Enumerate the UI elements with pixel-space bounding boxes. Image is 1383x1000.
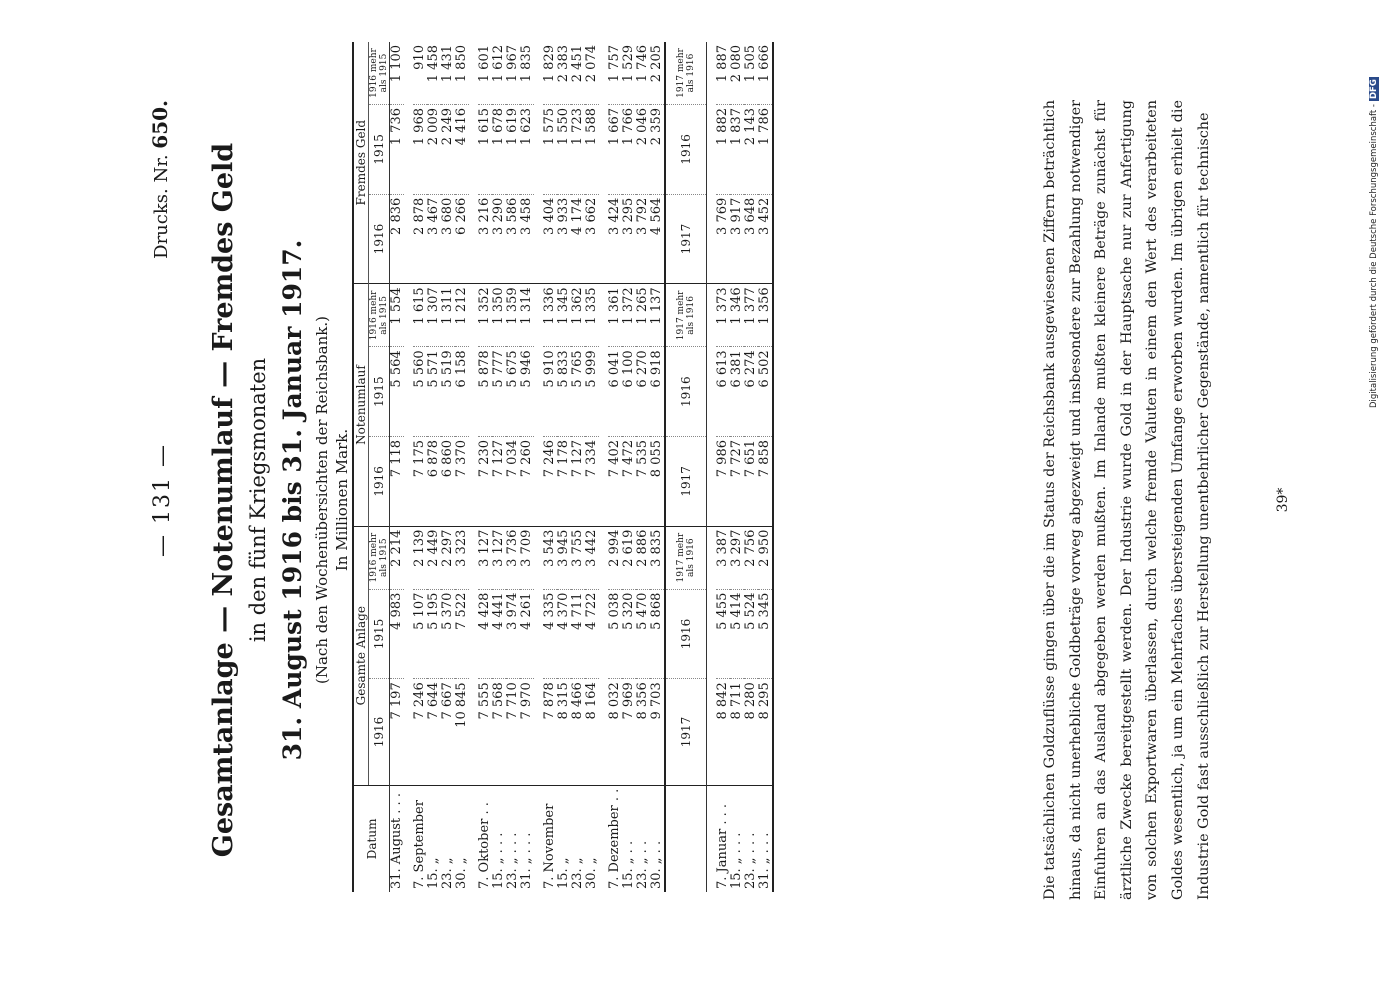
table-row <box>413 42 427 892</box>
value-cell: 3 586 <box>506 194 520 284</box>
value-cell: 2 359 <box>650 105 665 195</box>
table-row <box>557 42 571 892</box>
value-cell: 8 055 <box>650 437 665 527</box>
value-cell: 4 335 <box>543 589 557 679</box>
table-row <box>441 42 455 892</box>
value-cell: 7 710 <box>506 679 520 785</box>
value-cell: 2 950 <box>758 526 773 589</box>
col-header: 1916 <box>369 679 390 785</box>
col-header: 1915 <box>369 589 390 679</box>
col-header: 1917 mehr als 1916 <box>665 42 707 105</box>
table-row <box>650 42 665 892</box>
value-cell: 1 588 <box>585 105 599 195</box>
value-cell: 2 449 <box>427 526 441 589</box>
value-cell: 3 933 <box>557 194 571 284</box>
datum-cell: 15. „ . . . <box>492 785 506 892</box>
datum-cell: 30. „ <box>455 785 469 892</box>
value-cell: 1 458 <box>426 45 441 83</box>
col-header: 1917 <box>665 194 707 284</box>
col-header: 1917 <box>665 437 707 527</box>
col-header: 1917 mehr als 1916 <box>665 284 707 347</box>
value-cell: 2 383 <box>556 45 571 83</box>
value-cell: 5 564 <box>390 347 405 437</box>
value-cell: 4 370 <box>557 589 571 679</box>
value-cell: 3 945 <box>557 526 571 589</box>
value-cell: 1 619 <box>506 105 520 195</box>
datum-cell: 30. „ . . <box>650 785 665 892</box>
group-header-fremdes-geld: Fremdes Geld <box>353 42 369 284</box>
value-cell: 5 524 <box>744 589 758 679</box>
table-row <box>492 42 506 892</box>
table-row <box>744 42 758 892</box>
value-cell: 3 442 <box>585 526 599 589</box>
value-cell: 8 315 <box>557 679 571 785</box>
value-cell: 3 709 <box>520 526 534 589</box>
value-cell: 3 662 <box>585 194 599 284</box>
group-header-notenumlauf: Notenumlauf <box>353 284 369 526</box>
datum-cell: 7. Dezember . . <box>608 785 622 892</box>
col-header: 1916 mehr als 1915 <box>369 526 390 589</box>
value-cell: 1 882 <box>716 105 730 195</box>
value-cell: 1 757 <box>607 45 622 83</box>
value-cell: 7 472 <box>622 437 636 527</box>
value-cell: 1 786 <box>758 105 773 195</box>
datum-cell: 31. August . . . <box>390 785 405 892</box>
datum-cell: 31. „ . . . <box>520 785 534 892</box>
value-cell: 5 675 <box>506 347 520 437</box>
value-cell: 8 356 <box>636 679 650 785</box>
datum-cell: 23. „ . . . <box>506 785 520 892</box>
value-cell: 7 986 <box>716 437 730 527</box>
value-cell: 1 307 <box>427 284 441 347</box>
col-header: 1916 <box>665 589 707 679</box>
value-cell: 1 766 <box>622 105 636 195</box>
value-cell: 7 246 <box>413 679 427 785</box>
value-cell: 3 127 <box>478 526 492 589</box>
col-header: 1916 <box>369 437 390 527</box>
value-cell: 2 139 <box>413 526 427 589</box>
value-cell: 1 837 <box>730 105 744 195</box>
value-cell: 2 886 <box>636 526 650 589</box>
value-cell: 1 361 <box>608 284 622 347</box>
value-cell: 1 345 <box>557 284 571 347</box>
value-cell: 3 127 <box>492 526 506 589</box>
value-cell: 5 455 <box>716 589 730 679</box>
value-cell: 6 918 <box>650 347 665 437</box>
table-row <box>585 42 599 892</box>
value-cell: 6 613 <box>716 347 730 437</box>
page-number: — 131 — <box>150 443 175 557</box>
value-cell: 3 835 <box>650 526 665 589</box>
value-cell: 2 009 <box>427 105 441 195</box>
value-cell: 1 554 <box>390 284 405 347</box>
value-cell: 2 249 <box>441 105 455 195</box>
value-cell: 4 983 <box>390 589 405 679</box>
signature-mark: 39* <box>1275 487 1291 513</box>
value-cell: 1 967 <box>505 45 520 83</box>
table-row <box>543 42 557 892</box>
value-cell: 1 678 <box>492 105 506 195</box>
value-cell: 6 100 <box>622 347 636 437</box>
value-cell: 1 529 <box>621 45 636 83</box>
value-cell: 6 041 <box>608 347 622 437</box>
value-cell: 1 601 <box>477 45 492 83</box>
value-cell: 9 703 <box>650 679 665 785</box>
table-row <box>478 42 492 892</box>
value-cell: 7 230 <box>478 437 492 527</box>
value-cell: 5 868 <box>650 589 665 679</box>
table-row <box>730 42 744 892</box>
value-cell: 2 994 <box>608 526 622 589</box>
value-cell: 4 711 <box>571 589 585 679</box>
datum-cell: 23. „ <box>441 785 455 892</box>
value-cell: 5 765 <box>571 347 585 437</box>
value-cell: 7 127 <box>492 437 506 527</box>
document-period: 31. August 1916 bis 31. Januar 1917. <box>278 239 307 761</box>
document-source-note: (Nach den Wochenübersichten der Reichsbank.) <box>313 316 331 684</box>
value-cell: 1 100 <box>389 45 404 83</box>
datum-cell: 7. Januar . . . <box>716 785 730 892</box>
value-cell: 7 568 <box>492 679 506 785</box>
datum-spacer <box>665 785 707 892</box>
value-cell: 3 424 <box>608 194 622 284</box>
document-title: Gesamtanlage — Notenumlauf — Fremdes Geld <box>208 142 239 858</box>
value-cell: 7 334 <box>585 437 599 527</box>
value-cell: 3 290 <box>492 194 506 284</box>
datum-cell: 15. „ . . <box>622 785 636 892</box>
value-cell: 1 575 <box>543 105 557 195</box>
col-header: 1915 <box>369 347 390 437</box>
value-cell: 7 118 <box>390 437 405 527</box>
value-cell: 3 387 <box>716 526 730 589</box>
value-cell: 1 335 <box>585 284 599 347</box>
value-cell: 2 214 <box>390 526 405 589</box>
value-cell: 1 346 <box>730 284 744 347</box>
value-cell: 5 038 <box>608 589 622 679</box>
value-cell: 8 164 <box>585 679 599 785</box>
value-cell: 2 074 <box>584 45 599 83</box>
funding-note <box>1369 8 1383 408</box>
datum-cell: 23. „ <box>571 785 585 892</box>
value-cell: 2 205 <box>649 45 664 83</box>
value-cell: 7 727 <box>730 437 744 527</box>
value-cell: 1 667 <box>608 105 622 195</box>
datum-cell: 15. „ <box>427 785 441 892</box>
value-cell: 5 414 <box>730 589 744 679</box>
table-row <box>455 42 469 892</box>
col-header: 1915 <box>369 105 390 195</box>
value-cell: 3 736 <box>506 526 520 589</box>
value-cell: 5 370 <box>441 589 455 679</box>
value-cell: 2 619 <box>622 526 636 589</box>
document-unit-note: In Millionen Mark. <box>333 428 351 572</box>
value-cell: 6 266 <box>455 194 469 284</box>
table-row <box>758 42 773 892</box>
table-row <box>571 42 585 892</box>
value-cell: 4 174 <box>571 194 585 284</box>
value-cell: 8 466 <box>571 679 585 785</box>
datum-cell: 23. „ . . <box>636 785 650 892</box>
value-cell: 1 350 <box>492 284 506 347</box>
datum-cell: 7. Oktober . . <box>478 785 492 892</box>
col-header: 1916 <box>665 105 707 195</box>
value-cell: 1 550 <box>557 105 571 195</box>
value-cell: 3 404 <box>543 194 557 284</box>
value-cell: 7 651 <box>744 437 758 527</box>
table-row <box>390 42 405 892</box>
value-cell: 3 543 <box>543 526 557 589</box>
value-cell: 1 615 <box>478 105 492 195</box>
value-cell: 1 829 <box>542 45 557 83</box>
value-cell: 3 648 <box>744 194 758 284</box>
value-cell: 1 615 <box>413 284 427 347</box>
value-cell: 7 175 <box>413 437 427 527</box>
col-header: 1916 <box>665 347 707 437</box>
value-cell: 6 878 <box>427 437 441 527</box>
value-cell: 3 467 <box>427 194 441 284</box>
value-cell: 5 320 <box>622 589 636 679</box>
value-cell: 1 212 <box>455 284 469 347</box>
value-cell: 6 381 <box>730 347 744 437</box>
value-cell: 7 260 <box>520 437 534 527</box>
value-cell: 1 377 <box>744 284 758 347</box>
value-cell: 4 722 <box>585 589 599 679</box>
col-header: 1917 <box>665 679 707 785</box>
value-cell: 7 402 <box>608 437 622 527</box>
value-cell: 1 968 <box>413 105 427 195</box>
value-cell: 7 858 <box>758 437 773 527</box>
value-cell: 3 755 <box>571 526 585 589</box>
value-cell: 1 887 <box>715 45 730 83</box>
value-cell: 1 336 <box>543 284 557 347</box>
value-cell: 6 158 <box>455 347 469 437</box>
drucksache-label <box>148 100 172 360</box>
table-row <box>716 42 730 892</box>
value-cell: 2 756 <box>744 526 758 589</box>
value-cell: 1 835 <box>519 45 534 83</box>
value-cell: 3 917 <box>730 194 744 284</box>
value-cell: 1 373 <box>716 284 730 347</box>
table-row <box>427 42 441 892</box>
value-cell: 1 372 <box>622 284 636 347</box>
datum-cell: 23. „ . . . <box>744 785 758 892</box>
value-cell: 1 265 <box>636 284 650 347</box>
value-cell: 4 564 <box>650 194 665 284</box>
value-cell: 3 323 <box>455 526 469 589</box>
value-cell: 1 356 <box>758 284 773 347</box>
value-cell: 5 910 <box>543 347 557 437</box>
value-cell: 2 297 <box>441 526 455 589</box>
datum-cell: 7. September <box>413 785 427 892</box>
value-cell: 7 127 <box>571 437 585 527</box>
value-cell: 1 505 <box>743 45 758 83</box>
value-cell: 7 878 <box>543 679 557 785</box>
value-cell: 7 178 <box>557 437 571 527</box>
value-cell: 1 623 <box>520 105 534 195</box>
value-cell: 5 571 <box>427 347 441 437</box>
value-cell: 3 792 <box>636 194 650 284</box>
value-cell: 3 297 <box>730 526 744 589</box>
value-cell: 3 216 <box>478 194 492 284</box>
value-cell: 7 970 <box>520 679 534 785</box>
value-cell: 7 246 <box>543 437 557 527</box>
value-cell: 3 974 <box>506 589 520 679</box>
value-cell: 7 370 <box>455 437 469 527</box>
value-cell: 1 666 <box>758 42 773 105</box>
datum-cell: 15. „ . . . <box>730 785 744 892</box>
value-cell: 5 519 <box>441 347 455 437</box>
value-cell: 7 667 <box>441 679 455 785</box>
value-cell: 1 137 <box>650 284 665 347</box>
datum-cell: 7. November <box>543 785 557 892</box>
value-cell: 6 502 <box>758 347 773 437</box>
drucksache-number: 650. <box>148 100 172 149</box>
col-header: 1917 mehr als 1916 <box>665 526 707 589</box>
value-cell: 1 723 <box>571 105 585 195</box>
dfg-badge: DFG <box>1369 79 1379 100</box>
value-cell: 1 850 <box>454 45 469 83</box>
value-cell: 7 034 <box>506 437 520 527</box>
value-cell: 1 746 <box>635 45 650 83</box>
value-cell: 2 878 <box>413 194 427 284</box>
value-cell: 1 612 <box>491 45 506 83</box>
value-cell: 3 769 <box>716 194 730 284</box>
datum-header: Datum <box>353 785 390 892</box>
drucksache-prefix: Drucks. Nr. <box>151 154 172 259</box>
value-cell: 1 352 <box>478 284 492 347</box>
value-cell: 8 711 <box>730 679 744 785</box>
value-cell: 5 107 <box>413 589 427 679</box>
value-cell: 2 451 <box>570 45 585 83</box>
value-cell: 2 836 <box>390 194 405 284</box>
value-cell: 6 270 <box>636 347 650 437</box>
value-cell: 2 046 <box>636 105 650 195</box>
value-cell: 8 032 <box>608 679 622 785</box>
value-cell: 7 197 <box>390 679 405 785</box>
value-cell: 1 311 <box>441 284 455 347</box>
funding-note-text: Digitalisierung gefördert durch die Deutsche Forschungsgemeinschaft - <box>1369 104 1379 408</box>
value-cell: 4 441 <box>492 589 506 679</box>
value-cell: 4 428 <box>478 589 492 679</box>
datum-cell: 31. „ . . . <box>758 785 773 892</box>
value-cell: 7 522 <box>455 589 469 679</box>
table-row <box>506 42 520 892</box>
value-cell: 5 999 <box>585 347 599 437</box>
value-cell: 5 946 <box>520 347 534 437</box>
value-cell: 3 452 <box>758 194 773 284</box>
body-paragraph: Die tatsächlichen Goldzuflüsse gingen über die im Status der Reichsbank ausgewiesenen Ziffern beträchtlich hinaus, da nicht unerhebliche Goldbeträge vorweg abgezweigt und insbesondere zur Bezahlung notwendiger Einfuhren an das Ausland abgegeben werden mußten. Im Inlande mußten kleinere Beträge zunächst für ärztliche Zwecke bereitgestellt werden. Der Industrie wurde Gold in der Hauptsache nur zur Anfertigung von solchen Exportwaren überlassen, durch welche fremde Valuten in einem den Wert des verarbeiteten Goldes wesentlich, ja um ein Mehrfaches übersteigenden Umfange erworben wurden. Im übrigen erhielt die Industrie Gold fast ausschließlich zur Herstellung unentbehrlicher Gegenstände, namentlich für technische <box>1042 100 1212 900</box>
value-cell: 1 736 <box>390 105 405 195</box>
document-subtitle: in den fünf Kriegsmonaten <box>246 357 270 643</box>
value-cell: 3 458 <box>520 194 534 284</box>
value-cell: 7 555 <box>478 679 492 785</box>
value-cell: 3 295 <box>622 194 636 284</box>
value-cell: 8 842 <box>716 679 730 785</box>
value-cell: 5 833 <box>557 347 571 437</box>
value-cell: 7 969 <box>622 679 636 785</box>
value-cell: 7 535 <box>636 437 650 527</box>
value-cell: 7 644 <box>427 679 441 785</box>
table-row <box>622 42 636 892</box>
value-cell: 1 314 <box>520 284 534 347</box>
value-cell: 5 878 <box>478 347 492 437</box>
col-header: 1916 <box>369 194 390 284</box>
group-header-anlage: Gesamte Anlage <box>353 526 369 785</box>
value-cell: 6 274 <box>744 347 758 437</box>
value-cell: 1 431 <box>440 45 455 83</box>
value-cell: 5 470 <box>636 589 650 679</box>
value-cell: 2 143 <box>744 105 758 195</box>
value-cell: 5 195 <box>427 589 441 679</box>
value-cell: 5 560 <box>413 347 427 437</box>
col-header: 1916 mehr als 1915 <box>369 284 390 347</box>
value-cell: 5 345 <box>758 589 773 679</box>
col-header: 1916 mehr als 1915 <box>369 42 390 105</box>
datum-cell: 15. „ <box>557 785 571 892</box>
value-cell: 10 845 <box>455 679 469 785</box>
table-row <box>520 42 534 892</box>
table-row <box>608 42 622 892</box>
value-cell: 1 362 <box>571 284 585 347</box>
value-cell: 5 777 <box>492 347 506 437</box>
value-cell: 8 280 <box>744 679 758 785</box>
value-cell: 2 080 <box>729 45 744 83</box>
value-cell: 6 860 <box>441 437 455 527</box>
value-cell: 910 <box>412 45 427 70</box>
value-cell: 1 359 <box>506 284 520 347</box>
value-cell: 3 680 <box>441 194 455 284</box>
value-cell: 4 416 <box>455 105 469 195</box>
value-cell: 8 295 <box>758 679 773 785</box>
statistics-table <box>352 42 774 892</box>
datum-cell: 30. „ <box>585 785 599 892</box>
value-cell: 4 261 <box>520 589 534 679</box>
table-row <box>636 42 650 892</box>
